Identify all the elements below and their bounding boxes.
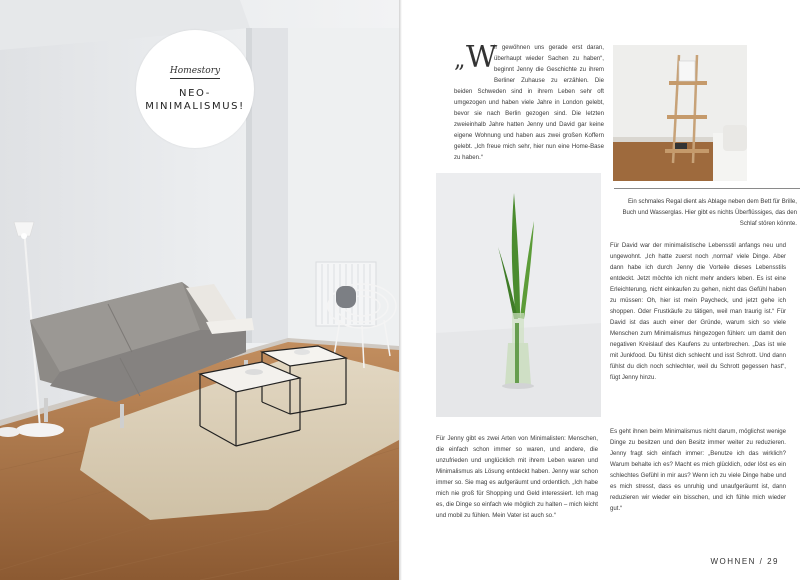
column-right-bottom: Es geht ihnen beim Minimalismus nicht darum, möglichst wenige Dinge zu besitzen und den Besitz immer weiter zu reduzieren. Jenny fragt sich einfach immer: „Benutze ich das wirklich? Warum behalte ich es? Macht es mich glücklich, oder löst es ein schlechtes Gefühl in mir aus? Wenn ich zu viele Dinge habe und es mich stresst, dass es unruhig und unaufgeräumt ist, dann reduzieren wir wieder ein bisschen, und ich fühle mich wieder gut.“ [610, 428, 786, 512]
shelf-photo [613, 45, 747, 181]
caption-rule [614, 188, 800, 189]
drop-cap: W [466, 40, 497, 75]
opening-quote-icon: „ [454, 48, 466, 73]
vase-photo [436, 173, 601, 417]
column-left-bottom: Für Jenny gibt es zwei Arten von Minimalisten: Menschen, die einfach schon immer so waren, und andere, die unzufrieden und unglücklich mit ihrem Leben waren und Minimalismus als Lösung entdeckt haben. Jenny war schon immer so. Sie mag es aufgeräumt und ordentlich. „Ich habe mich nie groß für Shopping und Geld interessiert. Ich mag es, die Dinge so einfach wie möglich zu halten – mich leicht und mobil zu fühlen. Mein Vater ist auch so.“ [436, 435, 598, 519]
homestory-badge [136, 30, 254, 148]
page-folio: WOHNEN / 29 [710, 557, 779, 566]
shelf-caption: Ein schmales Regal dient als Ablage neben dem Bett für Brille, Buch und Wasserglas. Hier gibt es nichts Überflüssiges, das den Schlaf stören könnte. [622, 198, 797, 227]
intro-text: ir gewöhnen uns gerade erst daran, überhaupt wieder Sachen zu haben“, beginnt Jenny die Geschichte zu ihrem Berliner Zuhause zu erzählen. Die beiden Schweden sind in ihrem Leben sehr oft umgezogen und haben viele Jahre in London gelebt, bevor sie nach Berlin gezogen sind. Die letzten zweieinhalb Jahre hatten Jenny und David gar keine eigene Wohnung und haben aus zwei großen Koffern gelebt. „Ich freue mich sehr, hier nun eine Home-Base zu haben.“ [454, 44, 604, 161]
badge-title-line1: NEO- [179, 87, 211, 99]
badge-title [145, 87, 244, 113]
dropcap-block [454, 40, 497, 78]
intro-paragraph [454, 42, 604, 163]
badge-kicker: Homestory [170, 66, 220, 79]
left-page [0, 0, 399, 580]
column-right-mid: Für David war der minimalistische Lebensstil anfangs neu und ungewohnt. „Ich hatte zuerst noch ‚normal‘ viele Dinge. Aber dann habe ich durch Jenny die Vorteile dieses Lebensstils entdeckt. Jetzt möchte ich nicht mehr anders leben. Es ist eine Erleichterung, nicht einkaufen zu gehen, nicht das Gefühl haben zu müssen: Oh, hier ist mein Paycheck, und jetzt gehe ich shoppen. Oder Frustkäufe zu tätigen, weil man traurig ist.“ Für David ist das auch einer der Gründe, warum sich so viele Menschen zum Minimalismus hingezogen fühlen: um damit den negativen Kreislauf des Kaufens zu unterbrechen. „Das ist wie mit Junkfood. Du fühlst dich schlecht und isst Schrott. Und dann fühlst du dich noch schlechter, weil du Schrott gegessen hast“, fügt Jenny hinzu. [610, 242, 786, 381]
badge-title-line2: MINIMALISMUS! [145, 100, 245, 112]
right-page [402, 0, 800, 580]
